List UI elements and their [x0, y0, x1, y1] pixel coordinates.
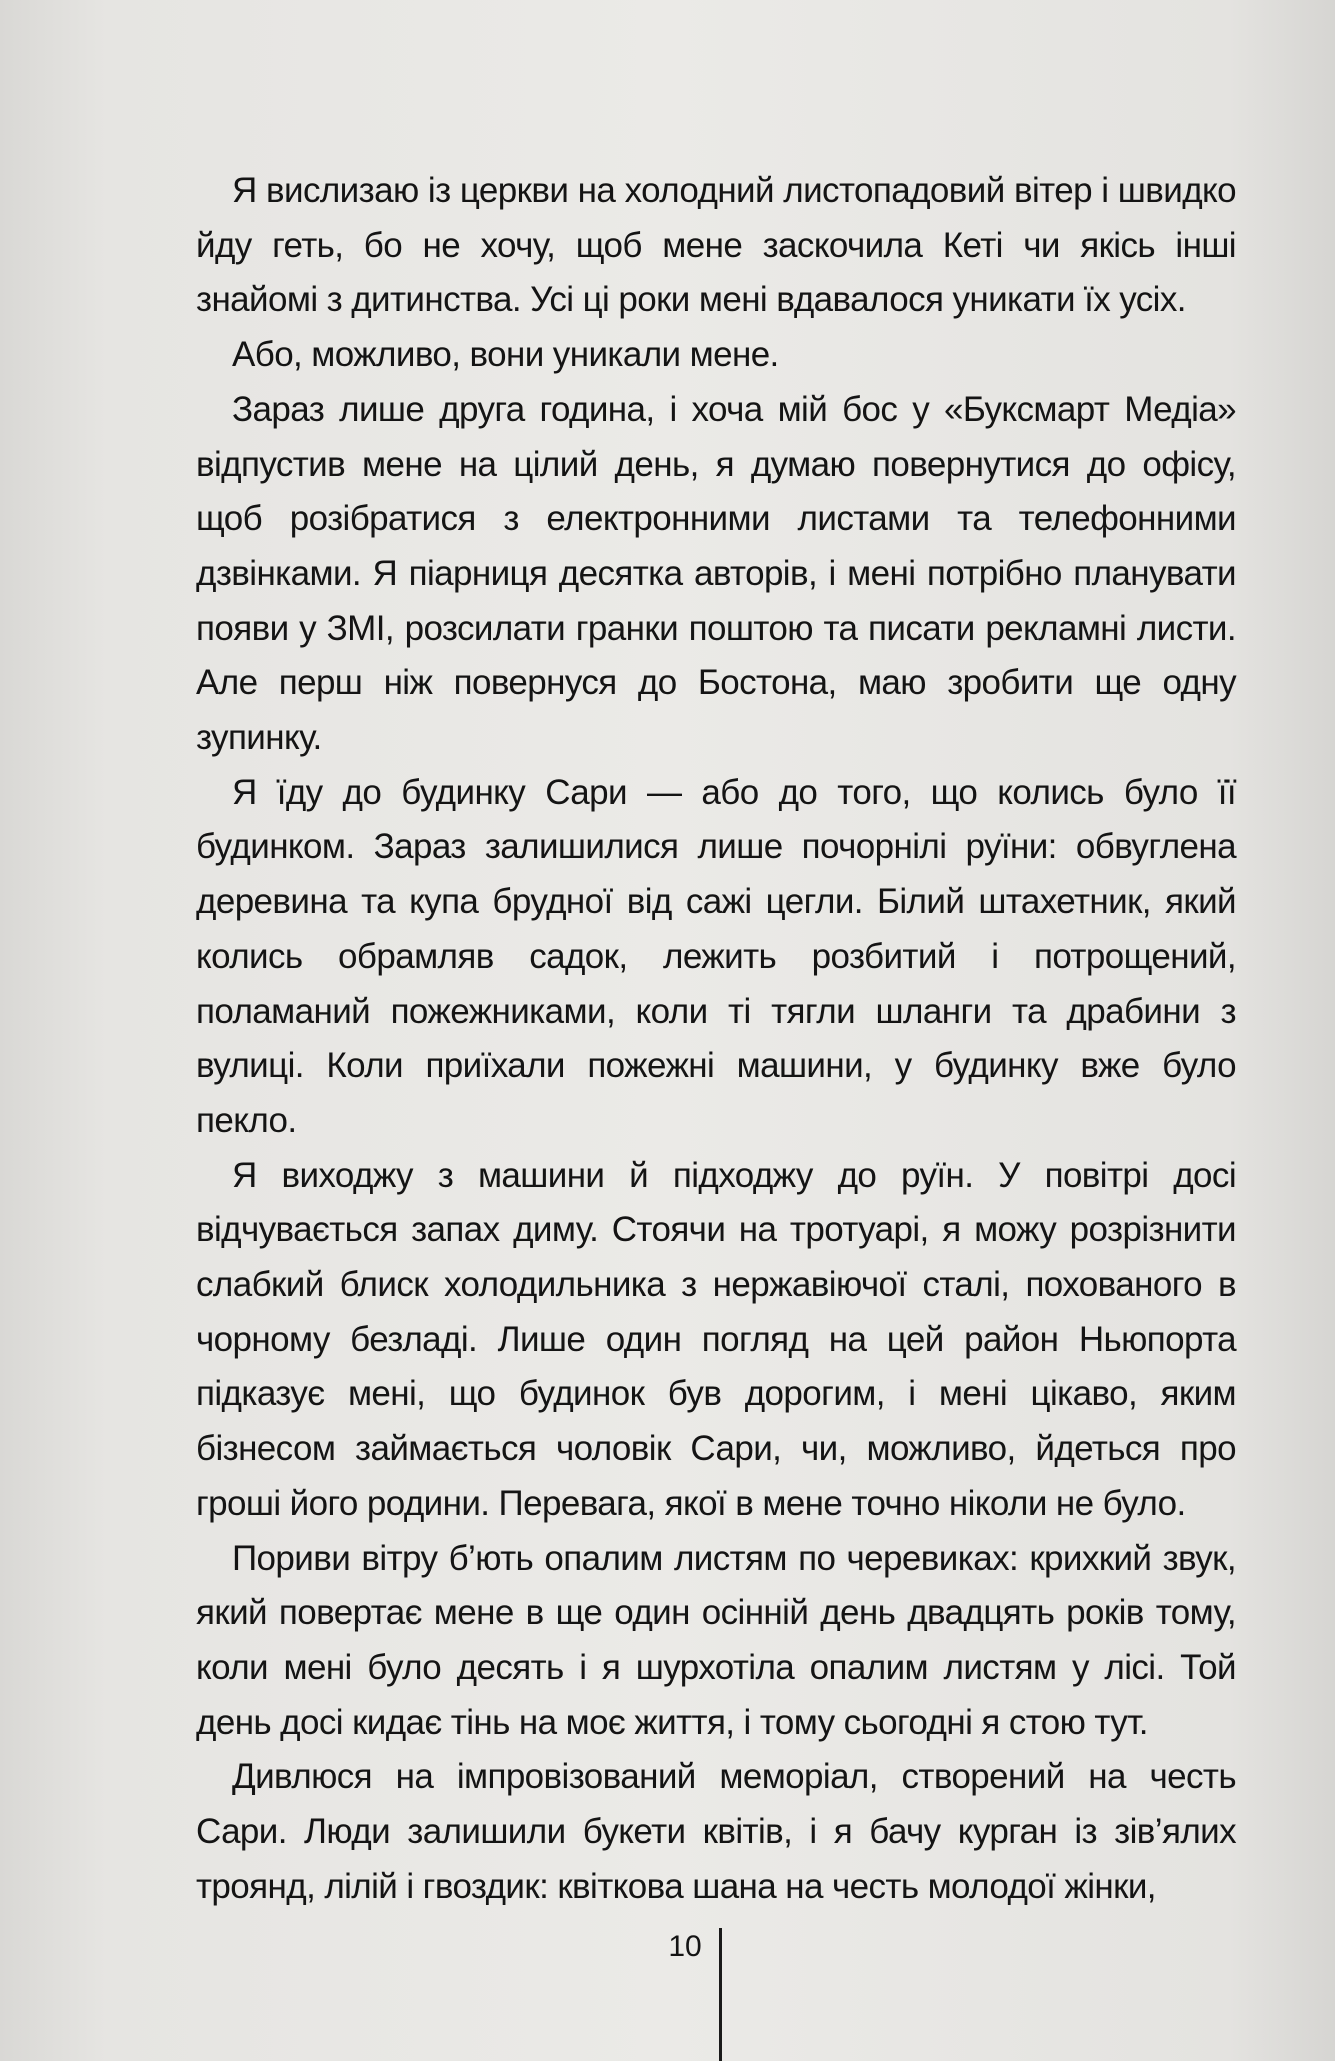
paragraph: Дивлюся на імпровізований меморіал, створений на честь Сари. Люди залишили букети квітів, і я бачу курган із зів’ялих троянд, лілій і гвоздик: квіткова шана на честь молодої жінки,: [196, 1757, 1236, 1906]
paragraph: Я вислизаю із церкви на холодний листопадовий вітер і швидко йду геть, бо не хочу, щоб мене заскочила Кеті чи якісь інші знайомі з дитинства. Усі ці роки мені вдавалося уникати їх усіх.: [196, 171, 1236, 320]
page-number: 10: [668, 1930, 702, 1963]
folio-rule: [719, 1928, 722, 2061]
paragraph: Або, можливо, вони уникали мене.: [232, 335, 779, 375]
paragraph: Зараз лише друга година, і хоча мій бос у «Буксмарт Медіа» відпустив мене на цілий день, я думаю повернутися до офісу, щоб розібратися з електронними листами та телефонними дзвінками. Я піарниця десятка авторів, і мені потрібно планувати появи у ЗМІ, розсилати гранки поштою та писати рекламні листи. Але перш ніж повернуся до Бостона, маю зробити ще одну зупинку.: [196, 389, 1236, 758]
paragraph: Пориви вітру б’ють опалим листям по черевиках: крихкий звук, який повертає мене в ще один осінній день двадцять років тому, коли мені було десять і я шурхотіла опалим листям у лісі. Той день досі кидає тінь на моє життя, і тому сьогодні я стою тут.: [196, 1538, 1236, 1742]
paragraph: Я виходжу з машини й підходжу до руїн. У повітрі досі відчувається запах диму. Стоячи на тротуарі, я можу розрізнити слабкий блиск холодильника з нержавіючої сталі, похованого в чорному безладі. Лише один погляд на цей район Ньюпорта підказує мені, що будинок був дорогим, і мені цікаво, яким бізнесом займається чоловік Сари, чи, можливо, йдеться про гроші його родини. Перевага, якої в мене точно ніколи не було.: [196, 1155, 1236, 1523]
body-text: [196, 164, 1236, 1915]
paragraph: Я їду до будинку Сари — або до того, що колись було її будинком. Зараз залишилися лише почорнілі руїни: обвуглена деревина та купа брудної від сажі цегли. Білий штахетник, який колись обрамляв садок, лежить розбитий і потрощений, поламаний пожежниками, коли ті тягли шланги та драбини з вулиці. Коли приїхали пожежні машини, у будинку вже було пекло.: [196, 772, 1236, 1140]
